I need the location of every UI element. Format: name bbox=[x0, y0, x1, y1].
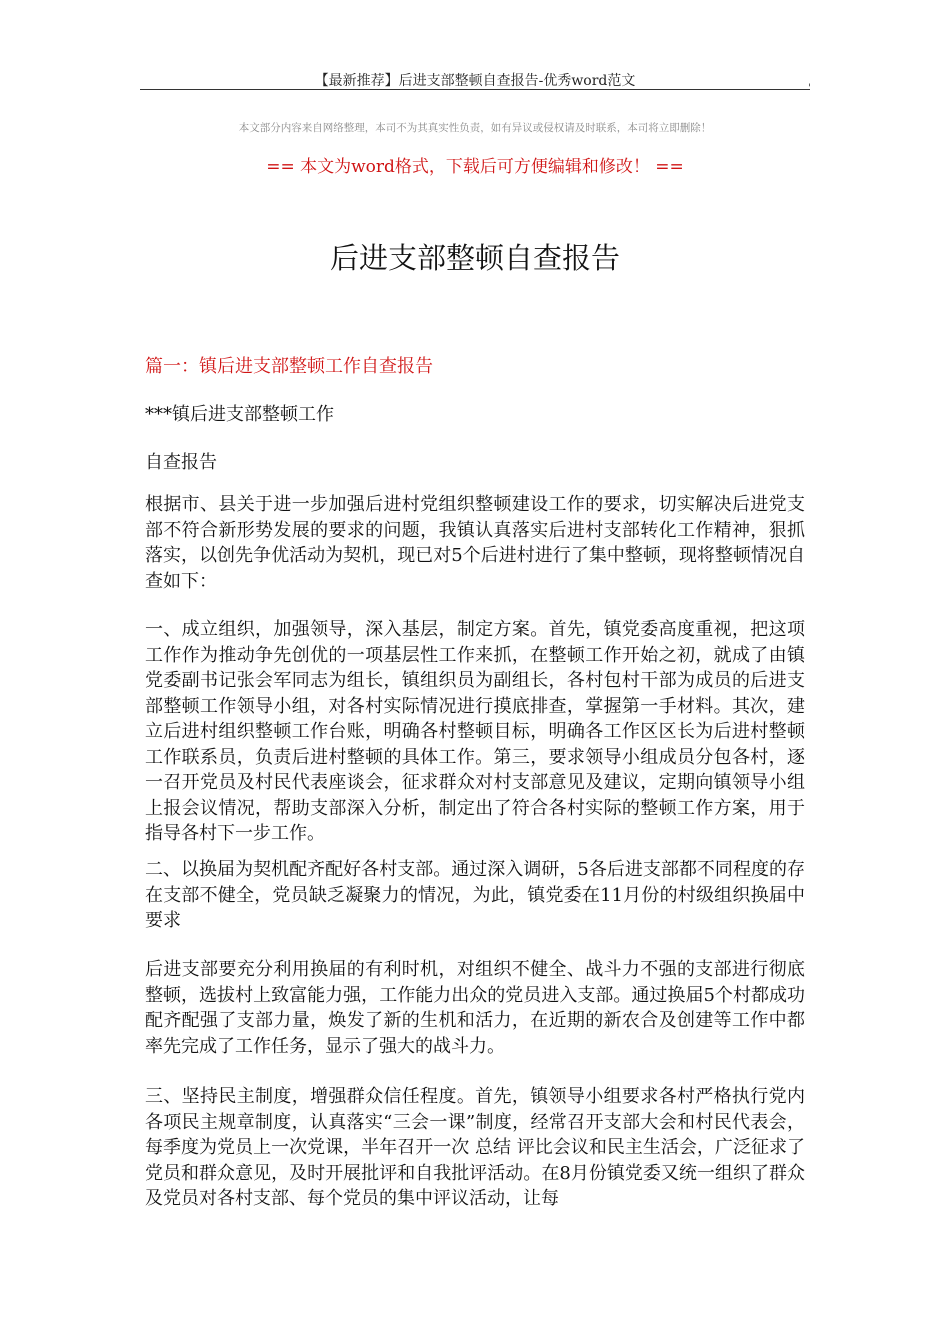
paragraph-section-2-continued: 后进支部要充分利用换届的有利时机，对组织不健全、战斗力不强的支部进行彻底整顿，选拔村上致富能力强，工作能力出众的党员进入支部。通过换届5个村都成功配齐配强了支部力量，焕发了新的生机和活力，在近期的新农合及创建等工作中都率先完成了工作任务，显示了强大的战斗力。 bbox=[145, 959, 805, 1057]
header-divider bbox=[140, 89, 810, 90]
paragraph-section-1: 一、成立组织，加强领导，深入基层，制定方案。首先，镇党委高度重视，把这项工作作为推动争先创优的一项基层性工作来抓，在整顿工作开始之初，就成了由镇党委副书记张会军同志为组长，镇组织员为副组长，各村包村干部为成员的后进支部整顿工作领导小组，对各村实际情况进行摸底排查，掌握第一手材料。其次，建立后进村组织整顿工作台账，明确各村整顿目标，明确各工作区区长为后进村整顿工作联系员，负责后进村整顿的具体工作。第三，要求领导小组成员分包各村，逐一召开党员及村民代表座谈会，征求群众对村支部意见及建议，定期向镇领导小组上报会议情况，帮助支部深入分析，制定出了符合各村实际的整顿工作方案，用于指导各村下一步工作。 bbox=[145, 619, 805, 844]
section-heading: 篇一：镇后进支部整顿工作自查报告 bbox=[145, 356, 433, 377]
disclaimer-text: 本文部分内容来自网络整理，本司不为其真实性负责，如有异议或侵权请及时联系，本司将立即删除！ bbox=[238, 122, 712, 134]
page-header: 【最新推荐】后进支部整顿自查报告-优秀word范文 bbox=[314, 73, 636, 89]
report-subtitle-line2: 自查报告 bbox=[145, 452, 217, 473]
paragraph-section-3: 三、坚持民主制度，增强群众信任程度。首先，镇领导小组要求各村严格执行党内各项民主规章制度，认真落实“三会一课”制度，经常召开支部大会和村民代表会，每季度为党员上一次党课，半年召开一次 总结 评比会议和民主生活会，广泛征求了党员和群众意见，及时开展批评和自我批评活动。在8月份镇党委又统一组织了群众及党员对各村支部、每个党员的集中评议活动，让每 bbox=[145, 1086, 805, 1209]
report-subtitle-line1: ***镇后进支部整顿工作 bbox=[145, 404, 334, 425]
document-title: 后进支部整顿自查报告 bbox=[329, 241, 620, 275]
header-mark: ' bbox=[808, 83, 811, 94]
paragraph-intro: 根据市、县关于进一步加强后进村党组织整顿建设工作的要求，切实解决后进党支部不符合新形势发展的要求的问题，我镇认真落实后进村支部转化工作精神，狠抓落实，以创先争优活动为契机，现已对5个后进村进行了集中整顿，现将整顿情况自查如下： bbox=[145, 494, 805, 592]
format-notice: == 本文为word格式，下载后可方便编辑和修改！ == bbox=[266, 157, 684, 177]
paragraph-section-2: 二、以换届为契机配齐配好各村支部。通过深入调研，5各后进支部都不同程度的存在支部不健全，党员缺乏凝聚力的情况，为此，镇党委在11月份的村级组织换届中要求 bbox=[145, 859, 805, 931]
